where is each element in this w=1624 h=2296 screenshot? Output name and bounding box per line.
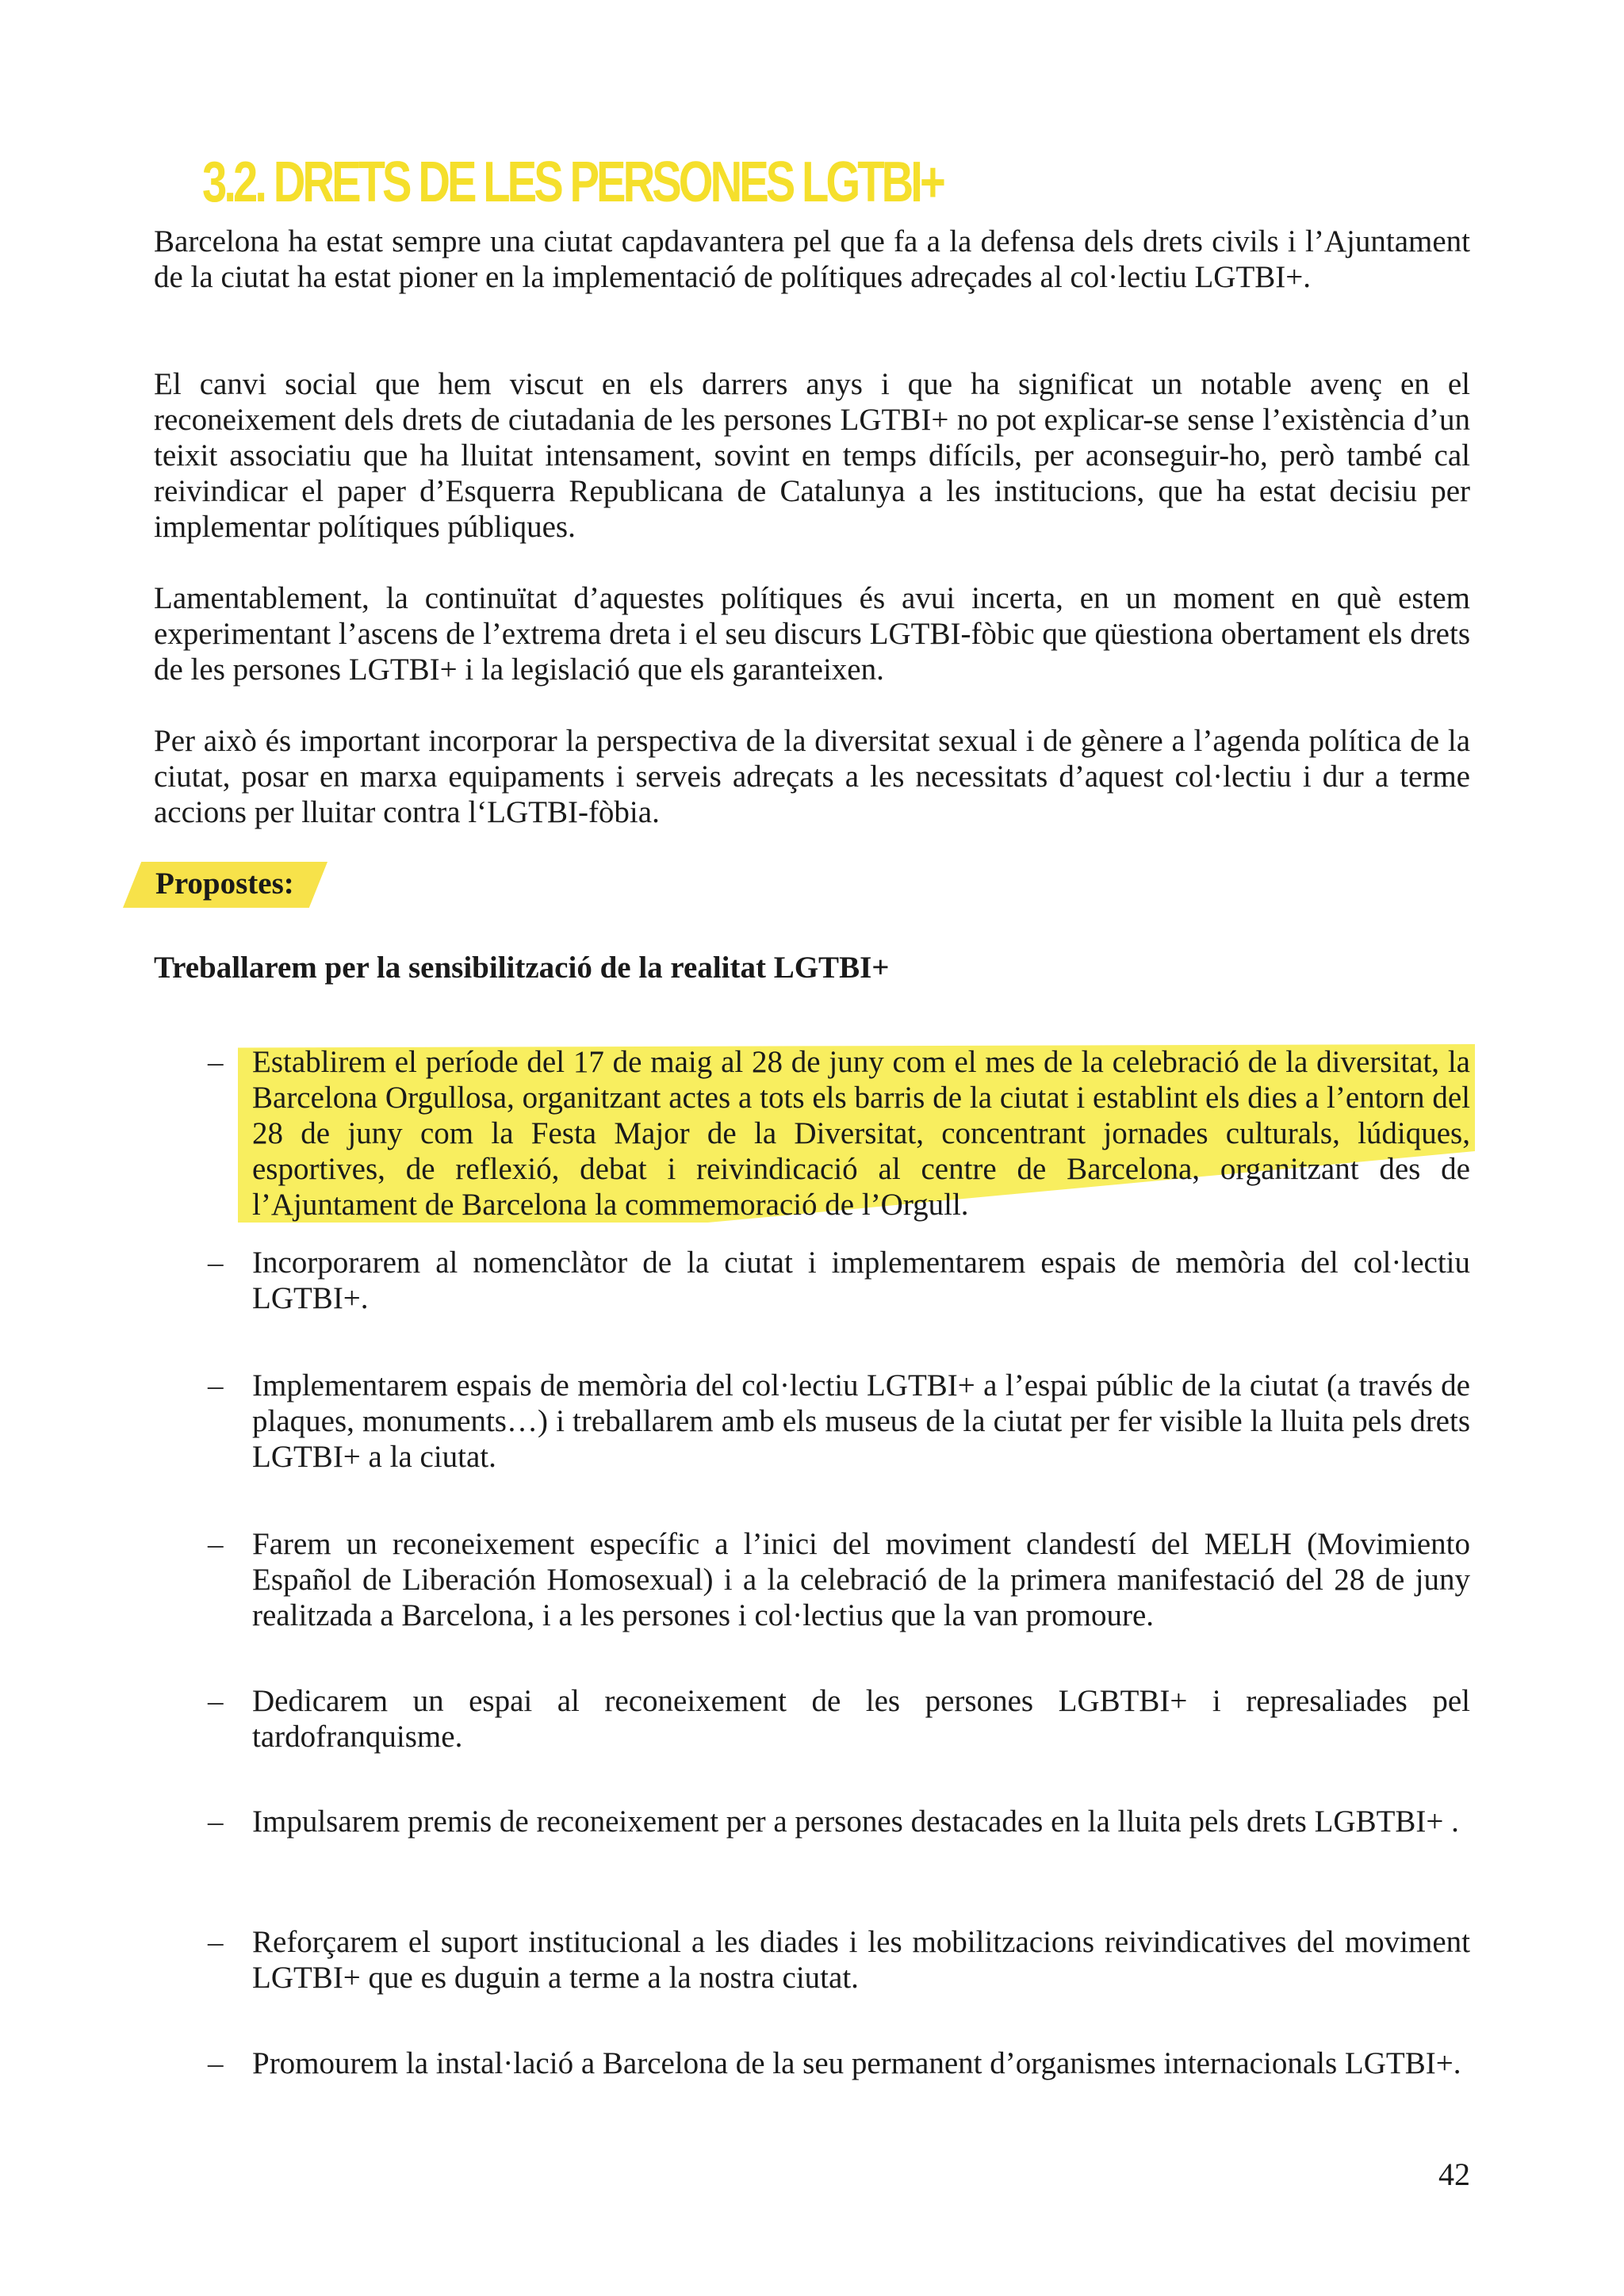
proposals-subheading: Treballarem per la sensibilització de la realitat LGTBI+ — [154, 951, 890, 985]
list-item-text: Impulsarem premis de reconeixement per a persones destacades en la lluita pels drets LGBTBI+ . — [252, 1804, 1459, 1839]
dash-bullet: – — [208, 1684, 224, 1718]
page-number: 42 — [1438, 2156, 1470, 2192]
dash-bullet: – — [208, 1925, 224, 1959]
proposals-label: Propostes: — [155, 867, 294, 901]
list-item-text: Farem un reconeixement específic a l’inici del moviment clandestí del MELH (Movimiento Español de Liberación Homosexual) i a la celebració de la primera manifestació del 28 de juny realitzada a Barcelona, i a les persones i col·lectius que la van promoure. — [252, 1527, 1470, 1632]
paragraph-3: Lamentablement, la continuïtat d’aquestes polítiques és avui incerta, en un moment en què estem experimentant l’ascens de l’extrema dreta i el seu discurs LGTBI-fòbic que qüestiona obertament els drets de les persones LGTBI+ i la legislació que els garanteixen. — [154, 581, 1470, 687]
dash-bullet: – — [208, 2046, 224, 2080]
dash-bullet: – — [208, 1527, 224, 1561]
list-item-text: Implementarem espais de memòria del col·lectiu LGTBI+ a l’espai públic de la ciutat (a través de plaques, monuments…) i treballarem amb els museus de la ciutat per fer visible la lluita pels drets LGTBI+ a la ciutat. — [252, 1368, 1470, 1474]
dash-bullet: – — [208, 1045, 224, 1079]
paragraph-1: Barcelona ha estat sempre una ciutat capdavantera pel que fa a la defensa dels drets civils i l’Ajuntament de la ciutat ha estat pioner en la implementació de polítiques adreçades al col·lectiu LGTBI+. — [154, 224, 1470, 294]
list-item-text: Promourem la instal·lació a Barcelona de la seu permanent d’organismes internacionals LGTBI+. — [252, 2046, 1461, 2080]
list-item-text: Dedicarem un espai al reconeixement de les persones LGBTBI+ i represaliades pel tardofranquisme. — [252, 1684, 1470, 1754]
list-item-text: Reforçarem el suport institucional a les diades i les mobilitzacions reivindicatives del moviment LGTBI+ que es duguin a terme a la nostra ciutat. — [252, 1925, 1470, 1995]
dash-bullet: – — [208, 1368, 224, 1402]
section-heading: 3.2. DRETS DE LES PERSONES LGTBI+ — [202, 151, 943, 214]
dash-bullet: – — [208, 1804, 224, 1839]
paragraph-4: Per això és important incorporar la perspectiva de la diversitat sexual i de gènere a l’agenda política de la ciutat, posar en marxa equipaments i serveis adreçats a les necessitats d’aquest col·lectiu i dur a terme accions per lluitar contra l‘LGTBI-fòbia. — [154, 724, 1470, 829]
list-item-text: Establirem el període del 17 de maig al 28 de juny com el mes de la celebració de la diversitat, la Barcelona Orgullosa, organitzant actes a tots els barris de la ciutat i establint els dies a l’entorn del 28 de juny com la Festa Major de la Diversitat, concentrant jornades culturals, lúdiques, esportives, de reflexió, debat i reivindicació al centre de Barcelona, organitzant des de l’Ajuntament de Barcelona la commemoració de l’Orgull. — [252, 1045, 1470, 1222]
paragraph-2: El canvi social que hem viscut en els darrers anys i que ha significat un notable avenç en el reconeixement dels drets de ciutadania de les persones LGTBI+ no pot explicar-se sense l’existència d’un teixit associatiu que ha lluitat intensament, sovint en temps difícils, per aconseguir-ho, però també cal reivindicar el paper d’Esquerra Republicana de Catalunya a les institucions, que ha estat decisiu per implementar polítiques públiques. — [154, 367, 1470, 544]
dash-bullet: – — [208, 1246, 224, 1280]
list-item-text: Incorporarem al nomenclàtor de la ciutat i implementarem espais de memòria del col·lectiu LGTBI+. — [252, 1246, 1470, 1315]
